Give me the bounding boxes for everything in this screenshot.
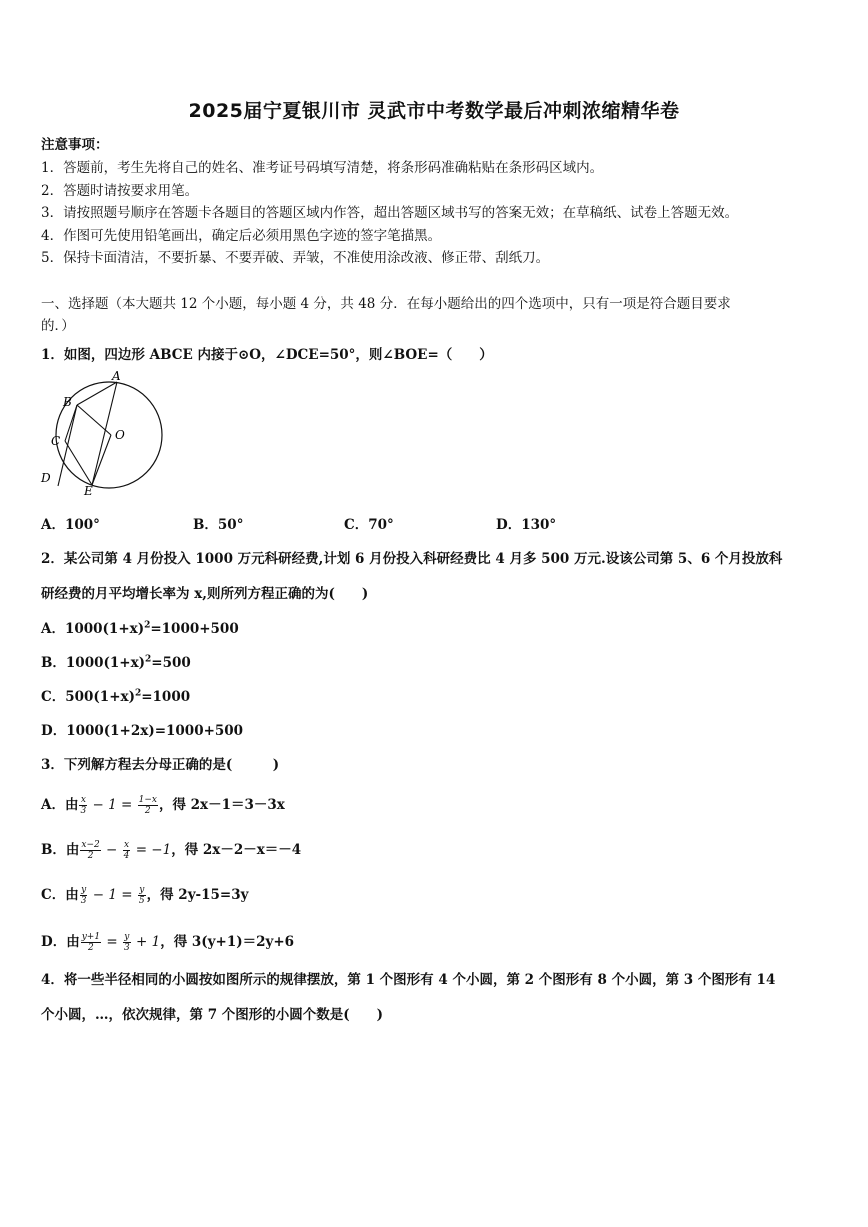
q2-option-b-pre: B．1000(1+x)	[41, 655, 146, 671]
q1-option-b[interactable]: B．50°	[193, 517, 244, 533]
q2-option-c[interactable]	[41, 685, 190, 705]
q1-option-d[interactable]: D．130°	[496, 517, 557, 533]
frac-denominator: 3	[123, 943, 130, 953]
q3-option-b-mid: −	[101, 842, 122, 858]
q1-option-c[interactable]: C．70°	[344, 517, 394, 533]
q3-option-a-mid: − 1 =	[88, 797, 137, 813]
q3-option-b-tail: = −1	[131, 842, 172, 858]
note-item-3: 3．请按照题号顺序在答题卡各题目的答题区域内作答，超出答题区域书写的答案无效；在草稿纸、试卷上答题无效。	[41, 205, 739, 221]
q3-option-b-frac2	[123, 840, 131, 861]
q2-option-d[interactable]: D．1000(1+2x)=1000+500	[41, 723, 244, 739]
figure-label-b: B	[63, 395, 72, 409]
frac-denominator: 3	[80, 806, 87, 816]
q3-option-d[interactable]	[41, 930, 294, 953]
q2-option-b[interactable]	[41, 651, 191, 671]
frac-numerator: x	[124, 840, 130, 850]
frac-numerator: x	[80, 795, 86, 805]
q3-option-d-label: D．由	[41, 934, 80, 950]
q3-option-a-label: A．由	[41, 797, 79, 813]
q2-option-c-pre: C．500(1+x)	[41, 689, 135, 705]
frac-denominator: 5	[138, 896, 145, 906]
frac-numerator: y	[139, 885, 145, 895]
frac-numerator: 1−x	[138, 795, 157, 805]
question-1-stem: 1．如图，四边形 ABCE 内接于⊙O，∠DCE=50°，则∠BOE=（ ）	[41, 347, 493, 363]
q2-option-b-exp: 2	[145, 654, 152, 665]
q2-option-b-post: =500	[151, 655, 191, 671]
question-2-stem-line2: 研经费的月平均增长率为 x,则所列方程正确的为( )	[41, 586, 369, 602]
q3-option-d-mid: =	[102, 934, 122, 950]
section-heading-line1: 一、选择题（本大题共 12 个小题，每小题 4 分，共 48 分．在每小题给出的四个选项中，只有一项是符合题目要求	[41, 296, 731, 312]
q3-option-c-frac2	[138, 885, 146, 906]
q2-option-a-exp: 2	[144, 620, 151, 631]
note-item-1: 1．答题前，考生先将自己的姓名、准考证号码填写清楚，将条形码准确粘贴在条形码区域内。	[41, 160, 604, 176]
q3-option-b-result: ，得 2x－2－x＝－4	[171, 842, 302, 858]
figure-label-c: C	[51, 434, 61, 448]
q2-option-a-post: =1000+500	[150, 621, 239, 637]
q2-option-a[interactable]	[41, 617, 239, 637]
figure-label-a: A	[112, 369, 121, 383]
q3-option-b[interactable]	[41, 838, 301, 861]
q3-option-b-label: B．由	[41, 842, 80, 858]
q3-option-c-mid: − 1 =	[88, 887, 137, 903]
q3-option-d-tail: + 1	[131, 934, 161, 950]
question-4-stem-line1: 4．将一些半径相同的小圆按如图所示的规律摆放，第 1 个图形有 4 个小圆，第 2 个图形有 8 个小圆，第 3 个图形有 14	[41, 972, 776, 988]
frac-denominator: 2	[87, 851, 94, 861]
note-item-2: 2．答题时请按要求用笔。	[41, 183, 199, 199]
frac-denominator: 4	[123, 851, 130, 861]
note-item-4: 4．作图可先使用铅笔画出，确定后必须用黑色字迹的签字笔描黑。	[41, 228, 442, 244]
frac-denominator: 2	[144, 806, 151, 816]
q3-option-a[interactable]	[41, 793, 285, 816]
q3-option-c-result: ，得 2y-15=3y	[146, 887, 249, 903]
question-2-stem-line1: 2．某公司第 4 月份投入 1000 万元科研经费,计划 6 月份投入科研经费比 4 月多 500 万元.设该公司第 5、6 个月投放科	[41, 551, 783, 567]
figure-label-d: D	[41, 471, 51, 485]
frac-numerator: y	[124, 932, 130, 942]
q3-option-c[interactable]	[41, 883, 249, 906]
frac-denominator: 3	[80, 896, 87, 906]
q3-option-d-frac1	[81, 932, 101, 953]
note-item-5: 5．保持卡面清洁，不要折暴、不要弄破、弄皱，不准使用涂改液、修正带、刮纸刀。	[41, 250, 550, 266]
question-4-stem-line2: 个小圆，…，依次规律，第 7 个图形的小圆个数是( )	[41, 1007, 384, 1023]
figure-label-e: E	[84, 484, 93, 498]
q3-option-d-result: ，得 3(y+1)＝2y+6	[160, 934, 295, 950]
frac-numerator: y+1	[81, 932, 101, 942]
q1-option-a[interactable]: A．100°	[41, 517, 100, 533]
notes-heading: 注意事项：	[41, 137, 109, 153]
question-3-stem: 3．下列解方程去分母正确的是( )	[41, 757, 280, 773]
frac-denominator: 2	[88, 943, 94, 953]
q2-option-c-exp: 2	[134, 688, 142, 699]
circle-geometry-figure	[38, 368, 168, 498]
q3-option-c-frac1	[80, 885, 88, 906]
frac-numerator: y	[81, 885, 87, 895]
frac-numerator: x−2	[81, 840, 100, 850]
page-title: 2025届宁夏银川市 灵武市中考数学最后冲刺浓缩精华卷	[188, 100, 680, 122]
q3-option-d-frac2	[123, 932, 131, 953]
q3-option-b-frac1	[80, 840, 100, 861]
q3-option-c-label: C．由	[41, 887, 79, 903]
q3-option-a-result: ，得 2x－1＝3－3x	[158, 797, 285, 813]
q2-option-c-post: =1000	[141, 689, 191, 705]
figure-label-o: O	[115, 428, 125, 442]
q3-option-a-frac1	[79, 795, 87, 816]
q2-option-a-pre: A．1000(1+x)	[41, 621, 145, 637]
section-heading-line2: 的．）	[41, 318, 75, 334]
q3-option-a-frac2	[138, 795, 158, 816]
